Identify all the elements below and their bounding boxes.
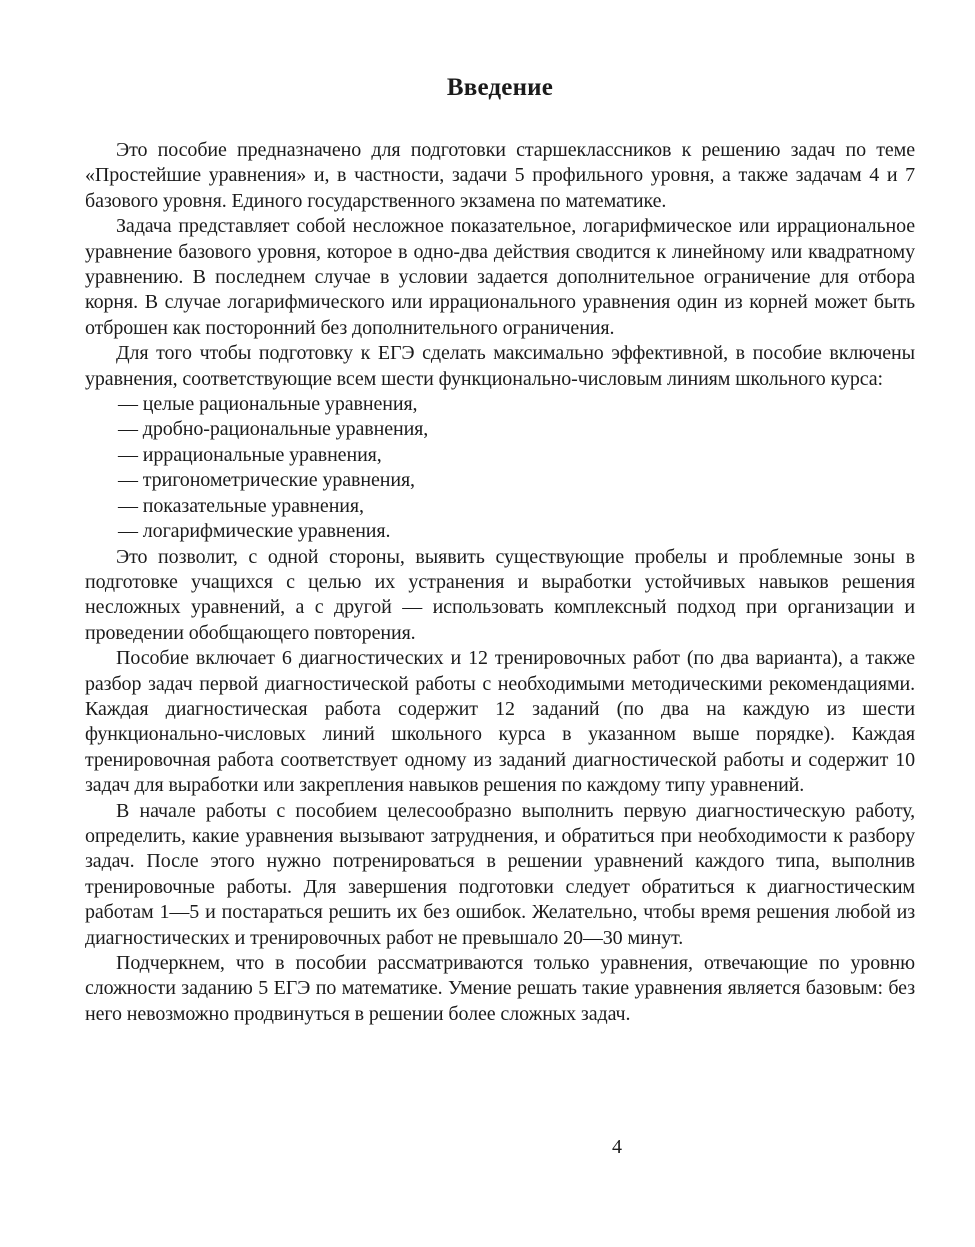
- paragraph-book-structure: Пособие включает 6 диагностических и 12 тренировочных работ (по два варианта), а также разбор задач первой диагностической работы с необходимыми методическими рекомендациями. Каждая диагностическая работа содержит 12 заданий (по два на каждую из шести функционально-числовых линий школьного курса в указанном выше порядке). Каждая тренировочная работа соответствует одному из заданий диагностической работы и содержит 10 задач для выработки или закрепления навыков решения по каждому типу уравнений.: [85, 647, 915, 797]
- list-item-rational: — целые рациональные уравнения,: [118, 393, 418, 416]
- paragraph-conclusion: Подчеркнем, что в пособии рассматриваются только уравнения, отвечающие по уровню сложности заданию 5 ЕГЭ по математике. Умение решать такие уравнения является базовым: без него невозможно продвинуться в решении более сложных задач.: [85, 952, 915, 1025]
- paragraph-intro: Это пособие предназначено для подготовки старшеклассников к решению задач по теме «Простейшие уравнения» и, в частности, задачи 5 профильного уровня, а также задачам 4 и 7 базового уровня. Единого государственного экзамена по математике.: [85, 139, 915, 212]
- page-title: Введение: [446, 74, 554, 101]
- paragraph-ege-preparation: Для того чтобы подготовку к ЕГЭ сделать максимально эффективной, в пособие включены уравнения, соответствующие всем шести функционально-числовым линиям школьного курса:: [85, 342, 915, 390]
- list-item-fractional-rational: — дробно-рациональные уравнения,: [118, 418, 429, 441]
- list-item-irrational: — иррациональные уравнения,: [118, 443, 382, 466]
- list-item-exponential: — показательные уравнения,: [118, 494, 364, 517]
- paragraph-work-method: В начале работы с пособием целесообразно выполнить первую диагностическую работу, определить, какие уравнения вызывают затруднения, и обратиться при необходимости к разбору задач. После этого нужно потренироваться в решении уравнений каждого типа, выполнив тренировочные работы. Для завершения подготовки следует обратиться к диагностическим работам 1—5 и постараться решить их без ошибок. Желательно, чтобы время решения любой из диагностических и тренировочных работ не превышало 20—30 минут.: [85, 799, 915, 949]
- paragraph-task-description: Задача представляет собой несложное показательное, логарифмическое или иррациональное уравнение базового уровня, которое в одно-два действия сводится к линейному или квадратному уравнению. В последнем случае в условии задается дополнительное ограничение для отбора корня. В случае логарифмического или иррационального уравнения один из корней может быть отброшен как посторонний без дополнительного ограничения.: [85, 215, 915, 339]
- page-number: 4: [612, 1136, 622, 1158]
- list-item-logarithmic: — логарифмические уравнения.: [118, 520, 391, 543]
- page-body: [85, 138, 915, 1027]
- list-item-trigonometric: — тригонометрические уравнения,: [118, 469, 415, 492]
- equation-types-list: [85, 392, 915, 544]
- paragraph-benefits: Это позволит, с одной стороны, выявить существующие пробелы и проблемные зоны в подготовке учащихся с целью их устранения и выработки устойчивых навыков решения несложных уравнений, а с другой — использовать комплексный подход при организации и проведении обобщающего повторения.: [85, 545, 915, 644]
